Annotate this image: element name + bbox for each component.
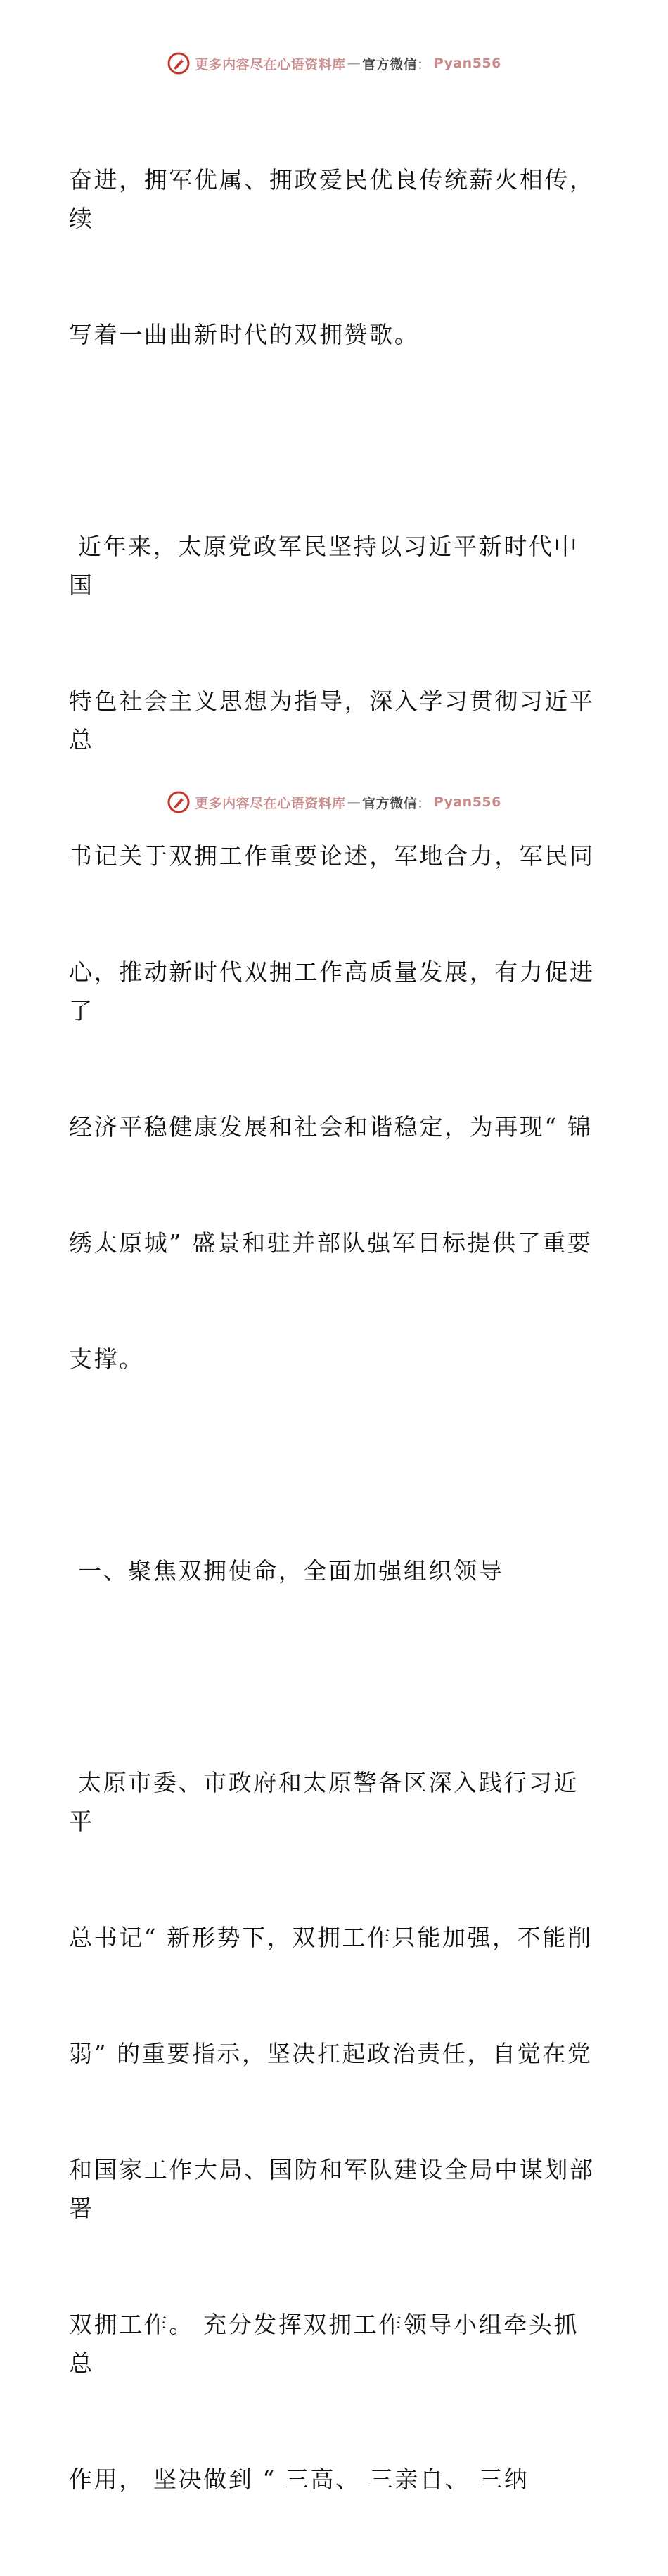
watermark-text — [195, 54, 501, 73]
document-body — [69, 83, 603, 2576]
text-line: 太原市委、市政府和太原警备区深入践行习近平 — [69, 1769, 579, 1835]
watermark-colon: ： — [417, 795, 431, 811]
text-line: 书记关于双拥工作重要论述，军地合力，军民同 — [69, 842, 595, 870]
watermark-account: Pyan556 — [433, 794, 501, 810]
watermark-official-label: 官方微信 — [362, 795, 418, 811]
header-watermark — [0, 49, 668, 77]
section-heading — [69, 1474, 603, 1668]
text-line: 双拥工作。 充分发挥双拥工作领导小组牵头抓总 — [69, 2311, 579, 2377]
text-line: 写着一曲曲新时代的双拥赞歌。 — [69, 321, 420, 348]
text-line: 特色社会主义思想为指导，深入学习贯彻习近平总 — [69, 687, 595, 754]
watermark-text — [195, 793, 501, 812]
text-line: 总书记“ 新形势下，双拥工作只能加强，不能削 — [69, 1924, 593, 1951]
watermark-brand: 更多内容尽在心语资料库 — [195, 56, 346, 72]
paragraph-3 — [69, 1686, 603, 2576]
text-line: 弱” 的重要指示，坚决扛起政治责任，自觉在党 — [69, 2040, 593, 2067]
watermark-separator: — — [347, 794, 361, 810]
watermark-brand: 更多内容尽在心语资料库 — [195, 795, 346, 811]
watermark-account: Pyan556 — [433, 56, 501, 71]
text-line: 心，推动新时代双拥工作高质量发展，有力促进了 — [69, 958, 595, 1024]
text-line: 经济平稳健康发展和社会和谐稳定，为再现“ 锦 — [69, 1113, 593, 1141]
paragraph-2 — [69, 450, 603, 1456]
footer-watermark — [0, 788, 668, 816]
watermark-separator: — — [347, 56, 361, 71]
text-line: 近年来，太原党政军民坚持以习近平新时代中国 — [69, 533, 579, 599]
pen-nib-logo-icon — [167, 790, 191, 814]
text-line: 绣太原城” 盛景和驻并部队强军目标提供了重要 — [69, 1229, 593, 1257]
text-line: 支撑。 — [69, 1345, 144, 1373]
text-line: 奋进，拥军优属、拥政爱民优良传统薪火相传，续 — [69, 166, 595, 232]
watermark-colon: ： — [417, 56, 431, 72]
paragraph-1 — [69, 83, 603, 431]
watermark-official-label: 官方微信 — [362, 56, 418, 72]
text-line: 和国家工作大局、国防和军队建设全局中谋划部署 — [69, 2156, 595, 2222]
pen-nib-logo-icon — [167, 51, 191, 75]
heading-line: 一、聚焦双拥使命，全面加强组织领导 — [69, 1557, 504, 1585]
text-line: 作用， 坚决做到 “ 三高、 三亲自、 三纳 — [69, 2466, 529, 2493]
